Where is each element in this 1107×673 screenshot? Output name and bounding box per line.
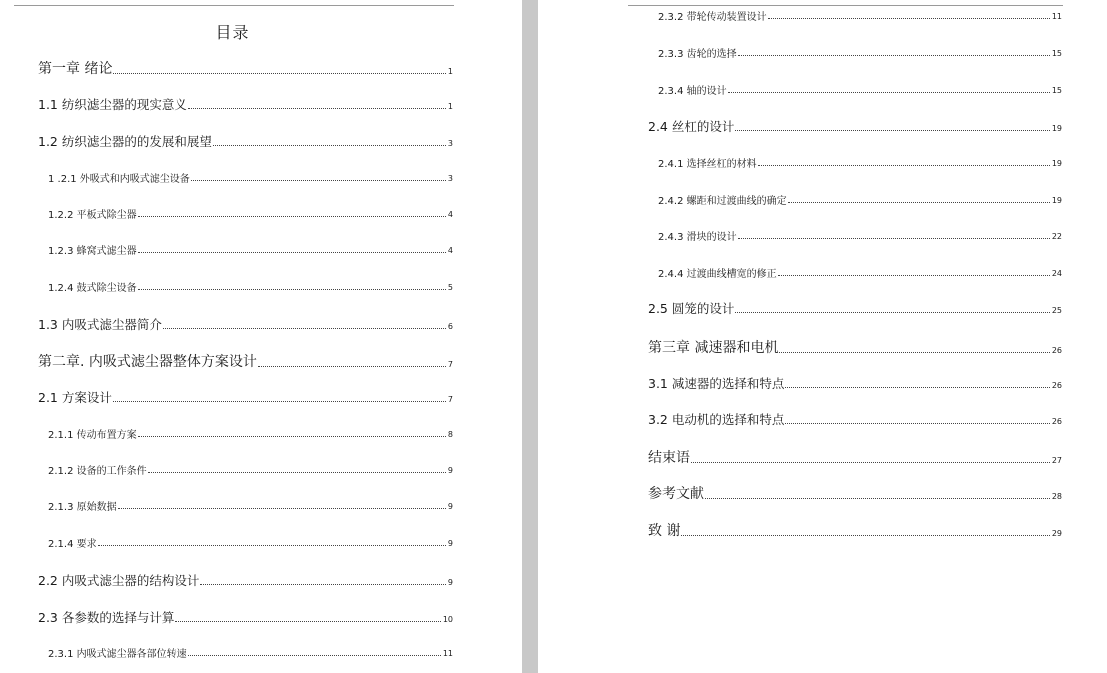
toc-page-number: 26 [1051,346,1062,355]
toc-page-number: 8 [447,430,453,439]
toc-entry [48,498,453,513]
toc-leader-dots [778,275,1050,276]
toc-leader-dots [738,55,1050,56]
toc-entry-label: 致 谢 [648,523,681,539]
toc-entry [38,315,453,333]
toc-entry [38,388,453,406]
toc-entry-label: 2.1 方案设计 [38,390,112,405]
toc-leader-dots [138,216,446,217]
toc-leader-dots [98,545,446,546]
toc-entry [648,520,1062,540]
toc-entry [648,117,1062,135]
toc-entry-label: 2.3.3 齿轮的选择 [658,49,737,60]
toc-entry-label: 2.4.2 螺距和过渡曲线的确定 [658,196,787,207]
toc-entry [648,374,1062,392]
toc-entry [38,58,453,78]
toc-page-number: 26 [1051,381,1062,390]
toc-entry-label: 1.2.2 平板式除尘器 [48,210,137,221]
toc-entry-label: 2.1.4 要求 [48,539,97,550]
toc-title: 目录 [215,23,250,42]
toc-entry-label: 1.1 纺织滤尘器的现实意义 [38,97,187,112]
toc-leader-dots [191,180,446,181]
toc-leader-dots [779,352,1049,353]
toc-entry-label: 2.1.1 传动布置方案 [48,430,137,441]
toc-entry [658,155,1062,170]
toc-entry-label: 2.1.2 设备的工作条件 [48,466,147,477]
toc-entry-label: 1.2 纺织滤尘器的的发展和展望 [38,134,212,149]
toc-page-number: 4 [447,246,453,255]
toc-page-number: 6 [447,322,453,331]
toc-page-number: 3 [447,139,453,148]
toc-page-number: 19 [1051,196,1062,205]
toc-page-number: 10 [442,615,453,624]
toc-page-number: 11 [1051,12,1062,21]
toc-entry-label: 2.2 内吸式滤尘器的结构设计 [38,573,200,588]
toc-entry-label: 2.3.1 内吸式滤尘器各部位转速 [48,649,187,660]
toc-entry [658,45,1062,60]
toc-leader-dots [113,401,446,402]
toc-entry-label: 1 .2.1 外吸式和内吸式滤尘设备 [48,174,190,185]
toc-entry-label: 结束语 [648,450,690,466]
toc-leader-dots [768,18,1050,19]
toc-entry-label: 2.3 各参数的选择与计算 [38,610,175,625]
toc-leader-dots [138,289,446,290]
toc-entry [48,206,453,221]
toc-entry-label: 2.4.1 选择丝杠的材料 [658,159,757,170]
toc-page-number: 5 [447,283,453,292]
toc-entry [38,132,453,150]
toc-entry-label: 2.4 丝杠的设计 [648,119,735,134]
toc-leader-dots [258,366,446,367]
toc-page-number: 3 [447,174,453,183]
toc-entry [648,410,1062,428]
toc-page-number: 29 [1051,529,1062,538]
toc-entry [48,170,453,185]
toc-entry [648,299,1062,317]
toc-entry [648,483,1062,503]
toc-leader-dots [118,508,446,509]
toc-entry [48,535,453,550]
toc-page-number: 15 [1051,49,1062,58]
toc-entry [48,462,453,477]
toc-leader-dots [163,328,446,329]
toc-leader-dots [788,202,1050,203]
toc-entry-label: 2.3.4 轴的设计 [658,86,727,97]
toc-page-number: 1 [447,67,453,76]
toc-page-number: 7 [447,360,453,369]
toc-entry [658,8,1062,23]
toc-leader-dots [728,92,1050,93]
toc-entry-label: 第三章 减速器和电机 [648,340,779,356]
toc-entry-label: 2.1.3 原始数据 [48,502,117,513]
toc-entry [48,279,453,294]
toc-entry-label: 第一章 绪论 [38,61,113,77]
toc-page-number: 1 [447,102,453,111]
toc-page-number: 9 [447,502,453,511]
toc-leader-dots [188,655,441,656]
toc-entry-label: 参考文献 [648,486,704,502]
toc-page-number: 9 [447,539,453,548]
toc-entry-label: 1.2.3 蜂窝式滤尘器 [48,246,137,257]
toc-leader-dots [785,423,1049,424]
toc-leader-dots [681,535,1049,536]
toc-leader-dots [738,238,1050,239]
toc-leader-dots [175,621,440,622]
toc-entry-label: 3.1 减速器的选择和特点 [648,376,785,391]
toc-page-number: 15 [1051,86,1062,95]
toc-entry-label: 2.3.2 带轮传动装置设计 [658,12,767,23]
document-page-right [538,0,1107,673]
toc-page-number: 4 [447,210,453,219]
toc-entry [48,645,453,660]
toc-leader-dots [138,436,446,437]
toc-entry [658,192,1062,207]
toc-page-number: 25 [1051,306,1062,315]
toc-entry [38,571,453,589]
toc-leader-dots [705,498,1050,499]
toc-leader-dots [138,252,446,253]
toc-page-number: 22 [1051,232,1062,241]
toc-page-number: 9 [447,466,453,475]
toc-entry-label: 2.4.4 过渡曲线槽宽的修正 [658,269,777,280]
toc-page-number: 7 [447,395,453,404]
toc-leader-dots [691,462,1050,463]
toc-leader-dots [200,584,446,585]
page-gutter [522,0,538,673]
toc-entry-label: 2.5 圆笼的设计 [648,301,735,316]
toc-entry [648,447,1062,467]
toc-page-number: 28 [1051,492,1062,501]
toc-leader-dots [148,472,446,473]
toc-entry-label: 2.4.3 滑块的设计 [658,232,737,243]
toc-page-number: 19 [1051,159,1062,168]
toc-entry [648,337,1062,357]
toc-entry-label: 3.2 电动机的选择和特点 [648,412,785,427]
toc-entry [38,95,453,113]
toc-page-number: 19 [1051,124,1062,133]
header-rule [628,5,1063,6]
toc-entry [48,242,453,257]
toc-entry-label: 1.2.4 鼓式除尘设备 [48,283,137,294]
toc-page-number: 24 [1051,269,1062,278]
header-rule [14,5,454,6]
toc-leader-dots [785,387,1049,388]
toc-page-number: 26 [1051,417,1062,426]
toc-entry [658,82,1062,97]
toc-entry [658,228,1062,243]
toc-leader-dots [735,312,1049,313]
toc-entry [38,608,453,626]
document-page-left [0,0,522,673]
toc-leader-dots [113,73,445,74]
toc-leader-dots [188,108,446,109]
toc-entry-label: 第二章. 内吸式滤尘器整体方案设计 [38,354,257,370]
toc-leader-dots [735,130,1049,131]
toc-entry [658,265,1062,280]
toc-page-number: 27 [1051,456,1062,465]
toc-page-number: 11 [442,649,453,658]
toc-page-number: 9 [447,578,453,587]
toc-entry [48,426,453,441]
toc-leader-dots [758,165,1050,166]
toc-entry [38,351,453,371]
toc-leader-dots [213,145,446,146]
toc-entry-label: 1.3 内吸式滤尘器简介 [38,317,162,332]
